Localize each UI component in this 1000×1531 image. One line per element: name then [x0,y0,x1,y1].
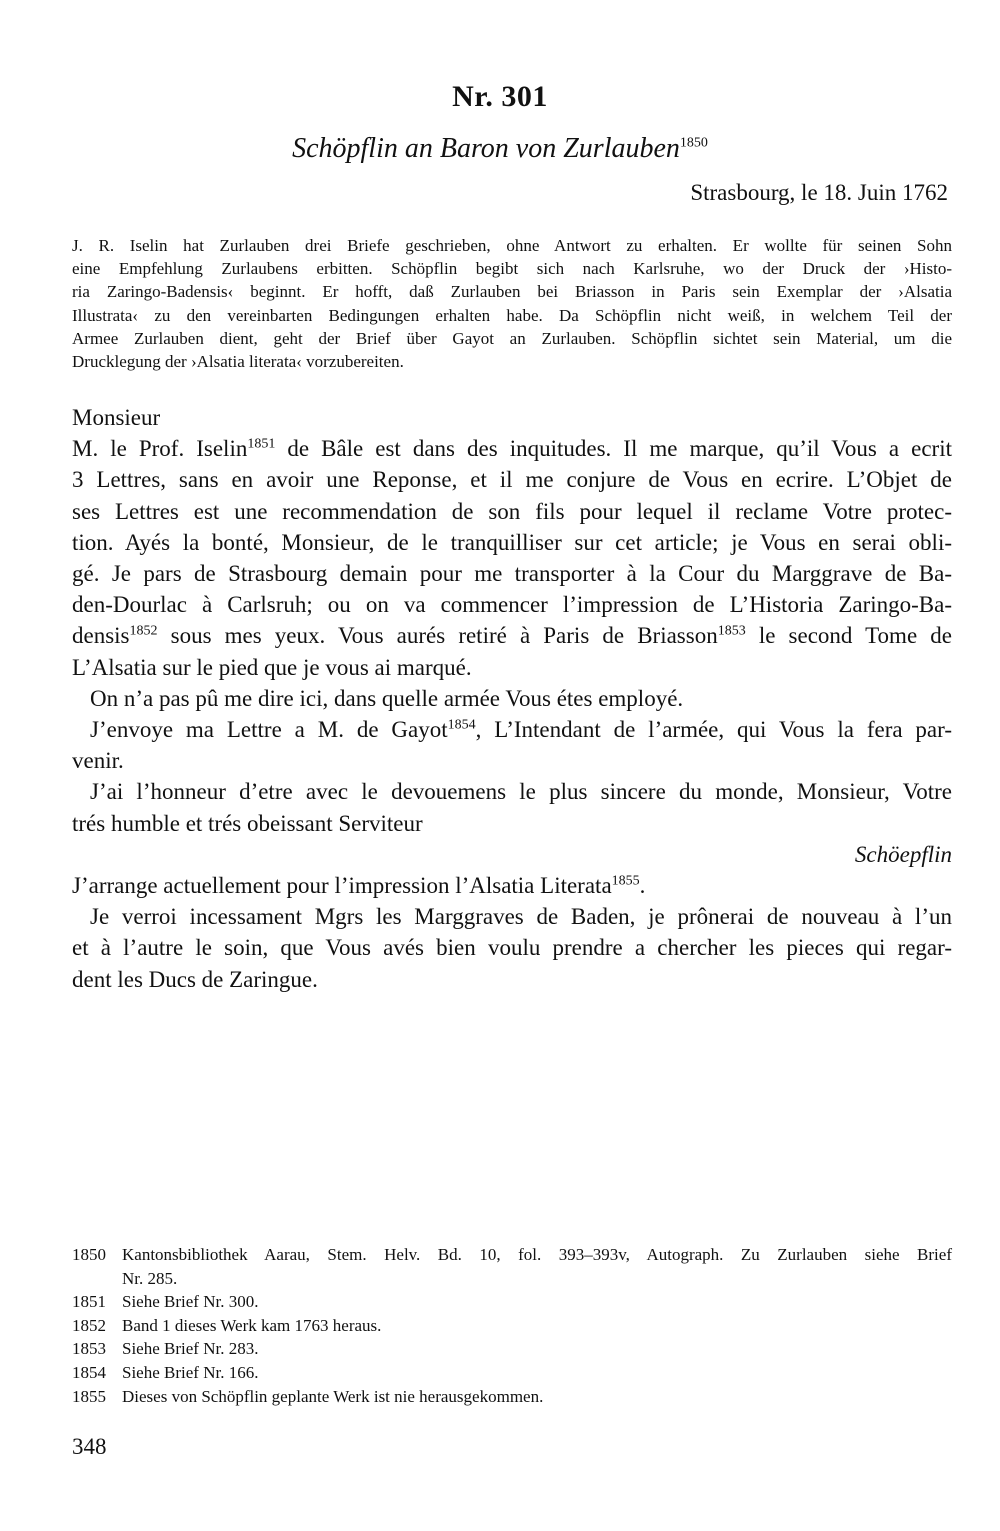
summary [72,234,952,373]
footnote-ref: 1850 [679,135,708,151]
letter-heading [0,133,1000,165]
text: de Bâle est dans des inquitudes. Il me marque, qu’il Vous a ecrit [275,436,952,462]
footnote-text [122,1385,952,1409]
text: J’arrange actuellement pour l’impression l’Alsatia Literata [72,873,612,899]
letter-line: den-Dourlac à Carlsruh; ou on va commencer l’impression de L’Historia Zaringo-Ba- [72,592,952,618]
footnote [72,1314,952,1338]
letter-body [72,402,952,995]
footnote-text [122,1290,952,1314]
footnote-number: 1853 [72,1339,106,1359]
footnote-line: Siehe Brief Nr. 283. [122,1339,259,1359]
signature: Schöepflin [854,841,952,867]
letter-line: trés humble et trés obeissant Serviteur [72,810,423,836]
summary-line: ria Zaringo-Badensis‹ beginnt. Er hofft, daß Zurlauben bei Briasson in Paris sein Exemplar der ›Alsatia [72,282,952,302]
letter-line: J’ai l’honneur d’etre avec le devouemens le plus sincere du monde, Monsieur, Votre [90,779,952,805]
footnote [72,1361,952,1385]
postscript-line: dent les Ducs de Zaringue. [72,966,318,992]
letter-line: tion. Ayés la bonté, Monsieur, de le tranquilliser sur cet article; je Vous en serai obli- [72,529,952,555]
footnote [72,1290,952,1314]
letter-line: On n’a pas pû me dire ici, dans quelle armée Vous étes employé. [90,685,684,711]
letter-line: venir. [72,748,124,774]
footnote-number: 1855 [72,1386,106,1406]
letter-line [72,714,952,745]
summary-line: eine Empfehlung Zurlaubens erbitten. Schöpflin begibt sich nach Karlsruhe, wo der Druck der ›Histo- [72,259,952,279]
footnote [72,1243,952,1290]
footnote-number: 1851 [72,1292,106,1312]
letter-line [72,620,952,651]
footnote-text [122,1243,952,1290]
salutation: Monsieur [72,405,161,430]
footnote-number: 1854 [72,1362,106,1382]
letter-number: Nr. 301 [452,80,548,113]
letter-line: 3 Lettres, sans en avoir une Reponse, et il me conjure de Vous en ecrire. L’Objet de [72,467,952,493]
text: , L’Intendant de l’armée, qui Vous la fera par- [475,717,952,743]
letter-line: ses Lettres est une recommendation de son fils pour lequel il reclame Votre protec- [72,498,952,524]
footnote-line: Siehe Brief Nr. 300. [122,1292,259,1312]
letter-line: gé. Je pars de Strasbourg demain pour me transporter à la Cour du Marggrave de Ba- [72,561,952,587]
footnote [72,1337,952,1361]
footnote-ref: 1853 [717,623,746,639]
postscript-line [72,870,952,901]
footnote-text [122,1361,952,1385]
footnotes [72,1243,952,1408]
footnote-number: 1852 [72,1315,106,1335]
place-date: Strasbourg, le 18. Juin 1762 [690,180,948,205]
footnote-line: Dieses von Schöpflin geplante Werk ist nie herausgekommen. [122,1386,544,1406]
summary-line: Drucklegung der ›Alsatia literata‹ vorzubereiten. [72,352,404,372]
page-number: 348 [72,1434,107,1459]
footnote-text [122,1314,952,1338]
footnote [72,1385,952,1409]
heading-text: Schöpflin an Baron von Zurlauben [292,133,680,164]
footnote-ref: 1855 [611,873,640,889]
postscript-line: et à l’autre le soin, que Vous avés bien voulu prendre a chercher les pieces qui regar- [72,935,952,961]
summary-line: J. R. Iselin hat Zurlauben drei Briefe geschrieben, ohne Antwort zu erhalten. Er wollte für seinen Sohn [72,236,952,255]
text: densis [72,623,130,649]
footnote-text [122,1337,952,1361]
summary-line: Armee Zurlauben dient, geht der Brief über Gayot an Zurlauben. Schöpflin sichtet sein Material, um die [72,328,952,348]
text: sous mes yeux. Vous aurés retiré à Paris de Briasson [157,623,718,649]
footnote-ref: 1852 [129,623,158,639]
footnote-ref: 1851 [247,436,276,452]
letter-line: L’Alsatia sur le pied que je vous ai marqué. [72,654,472,680]
footnote-line: Nr. 285. [122,1268,178,1288]
text: le second Tome de [745,623,952,649]
footnote-ref: 1854 [447,717,476,733]
text: M. le Prof. Iselin [72,436,248,462]
summary-line: Illustrata‹ zu den vereinbarten Bedingungen erhalten habe. Da Schöpflin nicht weiß, in welchem Teil der [72,305,952,325]
text: J’envoye ma Lettre a M. de Gayot [90,717,448,743]
footnote-number: 1850 [72,1245,106,1264]
letter-line [72,433,952,464]
text: . [639,873,646,899]
footnote-line: Band 1 dieses Werk kam 1763 heraus. [122,1315,382,1335]
footnote-line: Siehe Brief Nr. 166. [122,1362,259,1382]
postscript-line: Je verroi incessament Mgrs les Marggraves de Baden, je prônerai de nouveau à l’un [90,904,952,930]
footnote-line: Kantonsbibliothek Aarau, Stem. Helv. Bd. 10, fol. 393–393v, Autograph. Zu Zurlauben siehe Brief [122,1245,952,1264]
